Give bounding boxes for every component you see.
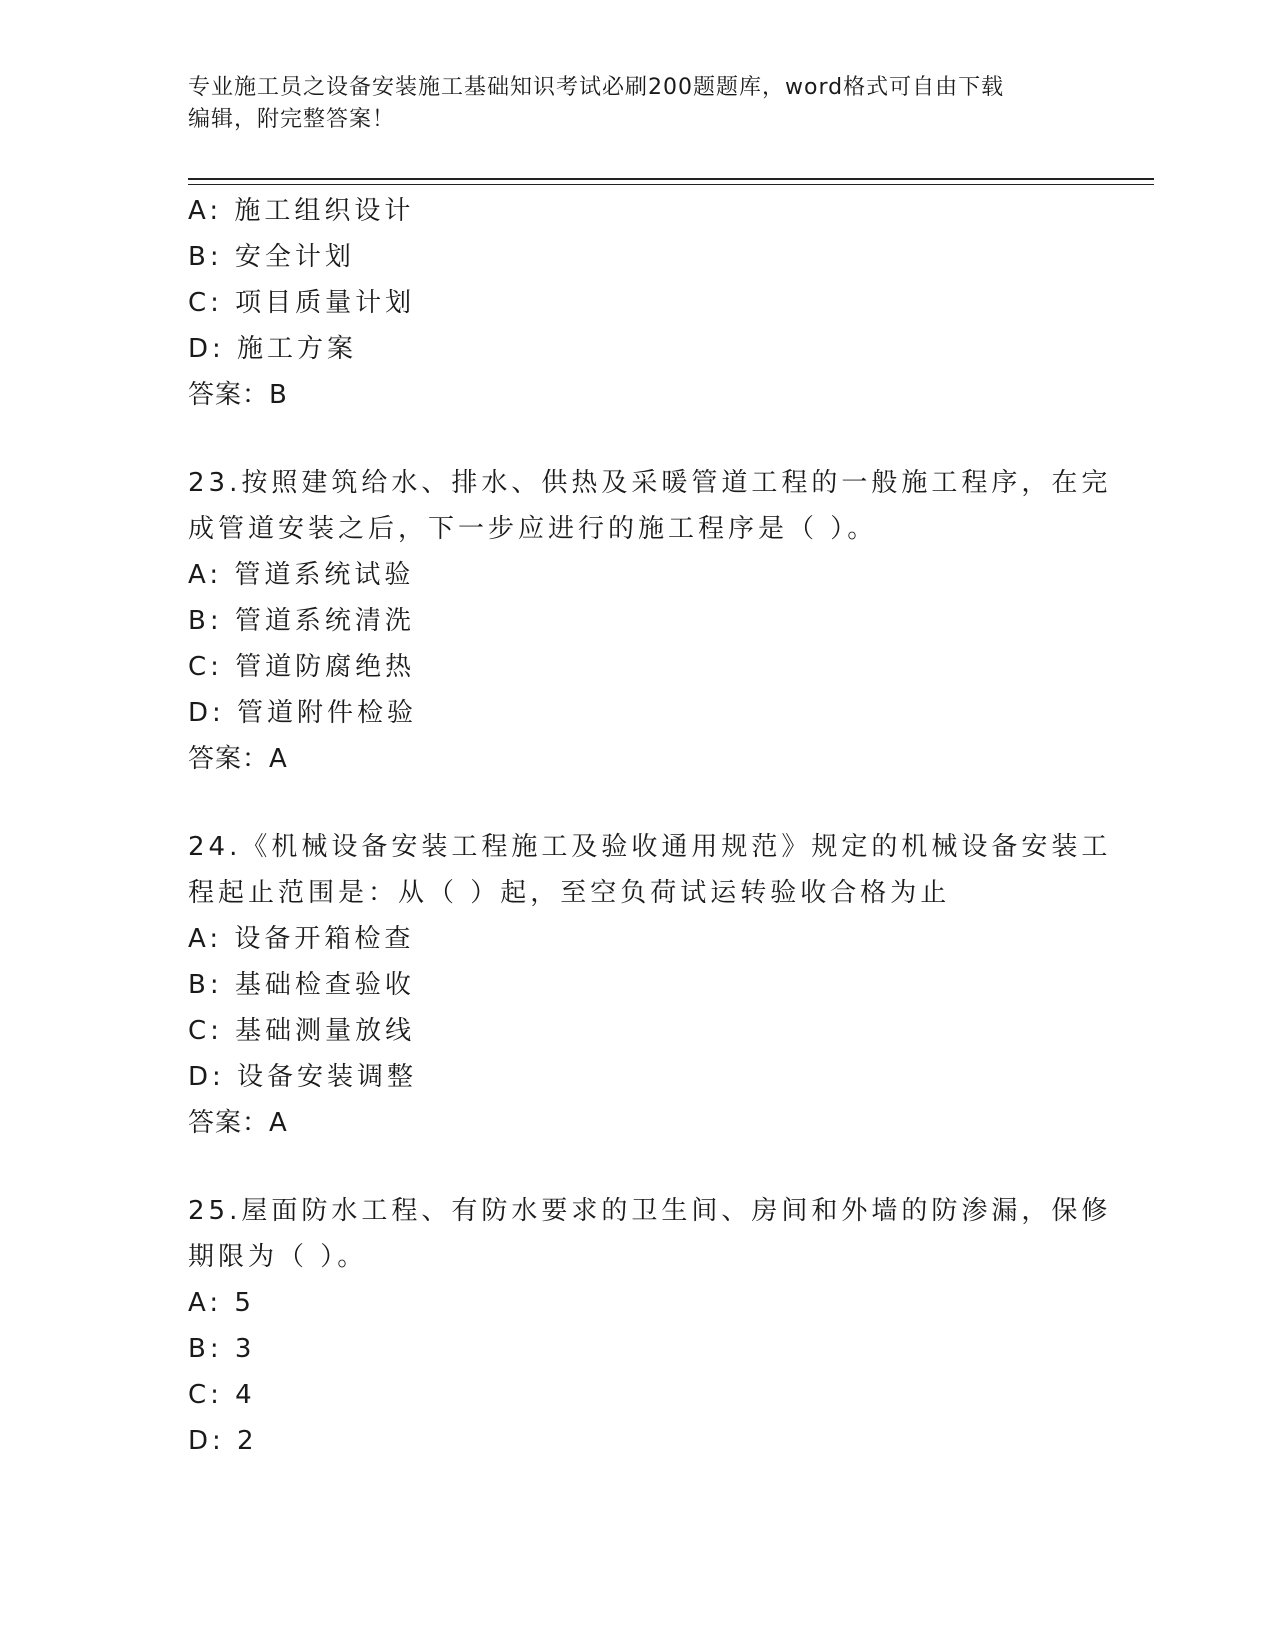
- spacer: [188, 1146, 1088, 1188]
- question-24: [188, 824, 1112, 1146]
- question-23: [188, 460, 1112, 782]
- question-text-line: 期限为（ ）。: [188, 1242, 368, 1272]
- option-a: A: 设备开箱检查: [188, 924, 415, 954]
- option-c: C: 4: [188, 1380, 256, 1410]
- spacer: [188, 782, 1088, 824]
- option-b: B: 3: [188, 1334, 256, 1364]
- spacer: [188, 418, 1088, 460]
- option-d: D: 施工方案: [188, 334, 358, 364]
- option-b: B: 安全计划: [188, 242, 355, 272]
- header-rule-thick: [188, 178, 1154, 180]
- option-b: B: 管道系统清洗: [188, 606, 415, 636]
- option-a: A: 施工组织设计: [188, 196, 415, 226]
- answer: 答案：A: [188, 1108, 288, 1138]
- header-rule-thin: [188, 184, 1154, 185]
- option-c: C: 基础测量放线: [188, 1016, 416, 1046]
- option-b: B: 基础检查验收: [188, 970, 415, 1000]
- option-a: A: 管道系统试验: [188, 560, 415, 590]
- question-22: [188, 188, 1088, 418]
- question-text-line: 23.按照建筑给水、排水、供热及采暖管道工程的一般施工程序，在完: [188, 468, 1112, 498]
- option-c: C: 项目质量计划: [188, 288, 416, 318]
- document-header: [188, 72, 1068, 136]
- question-text-line: 成管道安装之后，下一步应进行的施工程序是（ ）。: [188, 514, 878, 544]
- header-line-1: 专业施工员之设备安装施工基础知识考试必刷200题题库，word格式可自由下载: [188, 75, 1005, 100]
- option-d: D: 设备安装调整: [188, 1062, 418, 1092]
- question-list: [188, 188, 1112, 1464]
- header-line-2: 编辑，附完整答案！: [188, 107, 396, 132]
- option-d: D: 管道附件检验: [188, 698, 418, 728]
- answer: 答案：B: [188, 380, 288, 410]
- answer: 答案：A: [188, 744, 288, 774]
- question-text-line: 25.屋面防水工程、有防水要求的卫生间、房间和外墙的防渗漏，保修: [188, 1196, 1112, 1226]
- question-text-line: 24.《机械设备安装工程施工及验收通用规范》规定的机械设备安装工: [188, 832, 1112, 862]
- question-text-line: 程起止范围是：从（ ）起，至空负荷试运转验收合格为止: [188, 878, 951, 908]
- option-a: A: 5: [188, 1288, 255, 1318]
- question-25: [188, 1188, 1112, 1464]
- option-d: D: 2: [188, 1426, 258, 1456]
- option-c: C: 管道防腐绝热: [188, 652, 416, 682]
